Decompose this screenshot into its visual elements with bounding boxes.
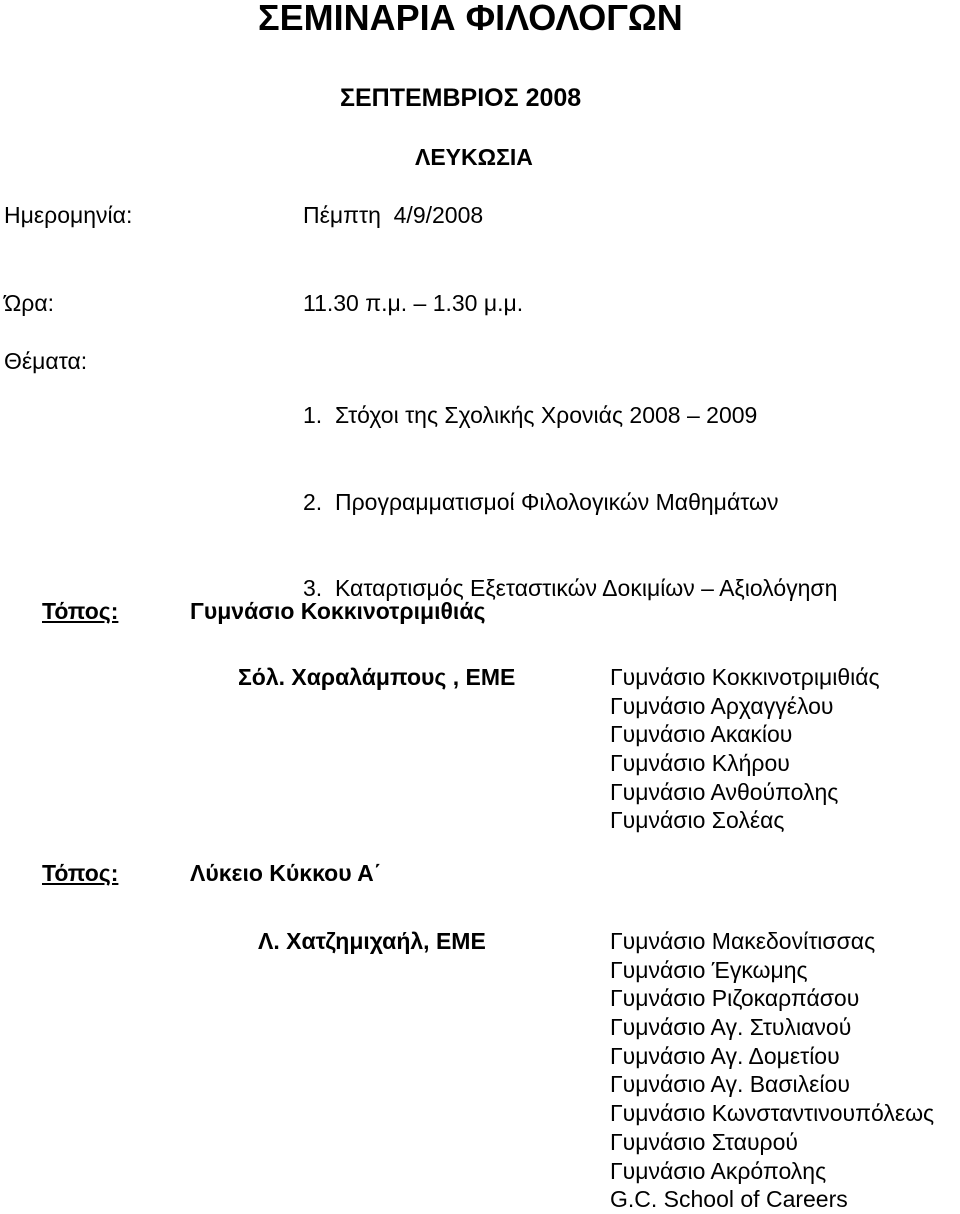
school-item: Γυμνάσιο Έγκωμης [610, 956, 808, 983]
date-label: Ημερομηνία: [4, 202, 133, 228]
topic-item: 1. Στόχοι της Σχολικής Χρονιάς 2008 – 2009 [303, 402, 758, 429]
venue-label: Τόπος: [42, 598, 119, 624]
topics-list [303, 344, 837, 631]
school-item: Γυμνάσιο Σολέας [610, 807, 785, 834]
school-item: Γυμνάσιο Ακρόπολης [610, 1157, 827, 1184]
time-label: Ώρα: [4, 290, 55, 316]
school-item: Γυμνάσιο Σταυρού [610, 1128, 798, 1155]
school-list [610, 927, 934, 1214]
city-heading: ΛΕΥΚΩΣΙΑ [415, 144, 533, 170]
topics-label: Θέματα: [4, 348, 88, 374]
school-item: Γυμνάσιο Κλήρου [610, 750, 790, 777]
date-value: Πέμπτη 4/9/2008 [303, 202, 484, 228]
topic-item: 3. Καταρτισμός Εξεταστικών Δοκιμίων – Αξιολόγηση [303, 574, 838, 601]
school-item: Γυμνάσιο Αγ. Στυλιανού [610, 1014, 852, 1041]
venue-name: Λύκειο Κύκκου Α΄ [190, 860, 382, 886]
time-value: 11.30 π.μ. – 1.30 μ.μ. [303, 290, 524, 316]
venue-coordinator: Λ. Χατζημιχαήλ, ΕΜΕ [258, 928, 486, 954]
school-item: Γυμνάσιο Αγ. Δομετίου [610, 1042, 840, 1069]
school-item: Γυμνάσιο Αγ. Βασιλείου [610, 1071, 850, 1098]
school-item: Γυμνάσιο Κωνσταντινουπόλεως [610, 1100, 935, 1127]
school-item: G.C. School of Careers [610, 1186, 848, 1213]
school-item: Γυμνάσιο Αρχαγγέλου [610, 692, 834, 719]
school-item: Γυμνάσιο Ανθούπολης [610, 778, 839, 805]
topic-item: 2. Προγραμματισμοί Φιλολογικών Μαθημάτων [303, 488, 779, 515]
school-item: Γυμνάσιο Ακακίου [610, 721, 793, 748]
page-title: ΣΕΜΙΝΑΡΙΑ ΦΙΛΟΛΟΓΩΝ [258, 0, 683, 38]
venue-coordinator: Σόλ. Χαραλάμπους , ΕΜΕ [238, 664, 516, 690]
school-item: Γυμνάσιο Κοκκινοτριμιθιάς [610, 664, 880, 690]
month-heading: ΣΕΠΤΕΜΒΡΙΟΣ 2008 [340, 84, 582, 112]
school-item: Γυμνάσιο Ριζοκαρπάσου [610, 985, 860, 1012]
school-item: Γυμνάσιο Μακεδονίτισσας [610, 928, 876, 954]
school-list [610, 663, 880, 835]
venue-name: Γυμνάσιο Κοκκινοτριμιθιάς [190, 598, 486, 624]
venue-label: Τόπος: [42, 860, 119, 886]
